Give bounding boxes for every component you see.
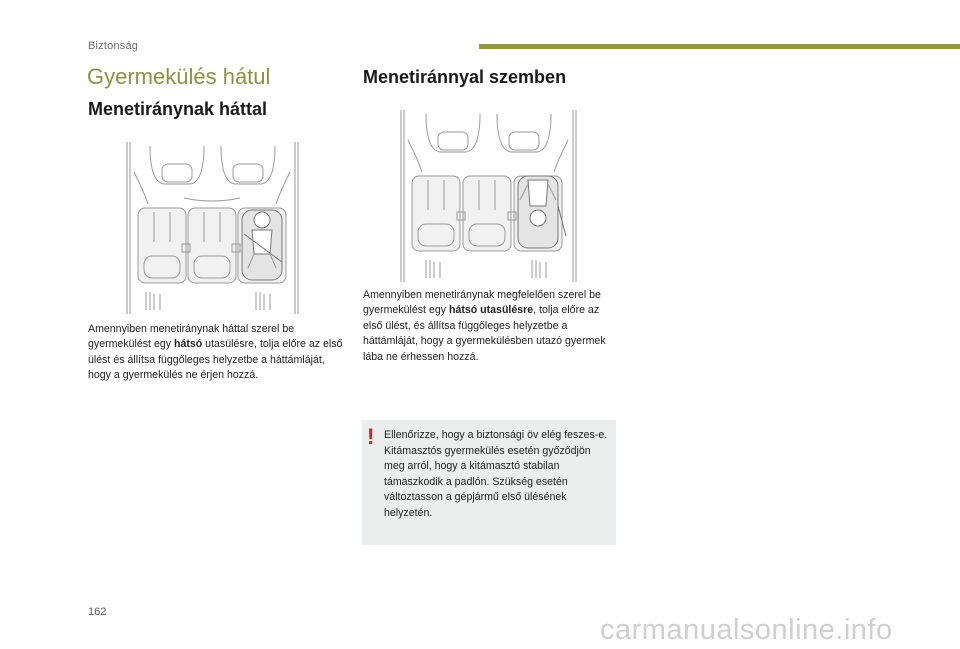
page-title: Gyermekülés hátul — [87, 64, 271, 89]
forward-facing-instructions: Amennyiben menetiránynak megfelelően szerel be gyermekülést egy hátsó utasülésre, tolja előre az első ülést, és állítsa függőleges helyzetbe a háttámláját, hogy a gyermekülésben utazó gyermek lába ne érhessen hozzá. — [363, 289, 606, 363]
warning-text: Ellenőrizze, hogy a biztonsági öv elég feszes-e. Kitámasztós gyermekülés esetén győződjön meg arról, hogy a kitámasztó stabilan támaszkodik a padlón. Szükség esetén változtasson a gépjármű első ülésének helyzetén. — [384, 429, 608, 519]
warning-exclamation-icon: ! — [367, 424, 375, 449]
page-number: 162 — [88, 606, 107, 618]
forward-facing-seat-illustration — [398, 110, 579, 282]
rear-facing-seat-illustration — [124, 142, 301, 314]
forward-facing-heading: Menetiránnyal szemben — [363, 67, 567, 87]
rear-facing-heading: Menetiránynak háttal — [88, 99, 268, 119]
rear-facing-instructions: Amennyiben menetiránynak háttal szerel be gyermekülést egy hátsó utasülésre, tolja előre az első ülést és állítsa függőleges helyzetbe a háttámláját, hogy a gyermekülés ne érjen hozzá. — [88, 323, 343, 382]
section-label: Biztonság — [88, 40, 139, 52]
section-bar — [479, 44, 960, 49]
watermark: carmanualsonline.info — [600, 614, 893, 646]
